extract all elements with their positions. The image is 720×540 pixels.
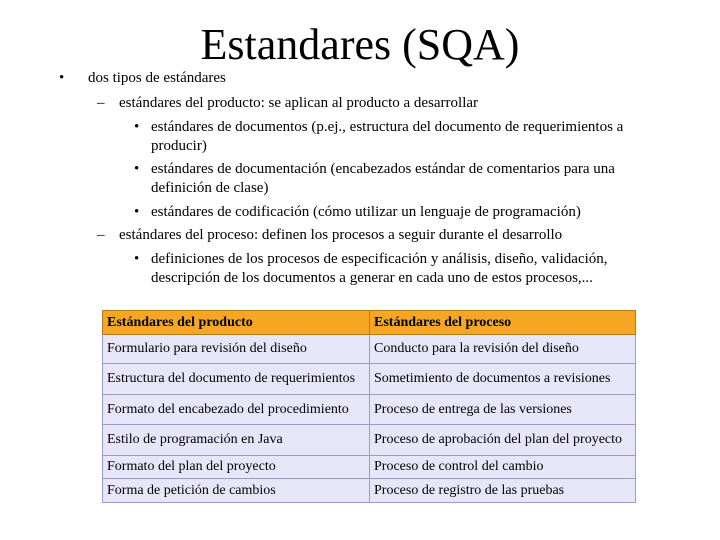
table-row — [103, 479, 636, 503]
item-marker: • — [134, 204, 140, 220]
table-row — [103, 395, 636, 425]
table-cell: Sometimiento de documentos a revisiones — [370, 364, 636, 395]
table-cell: Proceso de control del cambio — [370, 456, 636, 479]
sub-bullet-product-standards — [97, 94, 479, 113]
bullet-marker: • — [59, 70, 65, 86]
table-cell: Proceso de aprobación del plan del proyecto — [370, 425, 636, 456]
table-cell: Estilo de programación en Java — [103, 425, 370, 456]
bullet-text: dos tipos de estándares — [88, 70, 226, 86]
item-marker: • — [134, 161, 140, 177]
table-cell: Proceso de registro de las pruebas — [370, 479, 636, 503]
item-coding-standards — [134, 203, 671, 222]
table-cell: Proceso de entrega de las versiones — [370, 395, 636, 425]
sub-bullet-text: estándares del proceso: definen los procesos a seguir durante el desarrollo — [119, 227, 563, 243]
table-row — [103, 364, 636, 395]
item-process-definitions — [134, 250, 671, 288]
table-cell: Conducto para la revisión del diseño — [370, 335, 636, 364]
header-process-standards: Estándares del proceso — [370, 311, 636, 335]
header-product-standards: Estándares del producto — [103, 311, 370, 335]
table-cell: Estructura del documento de requerimientos — [103, 364, 370, 395]
item-text: estándares de documentos (p.ej., estructura del documento de requerimientos a producir) — [151, 119, 624, 154]
dash-marker: – — [97, 95, 105, 111]
table-cell: Formato del plan del proyecto — [103, 456, 370, 479]
item-text: estándares de codificación (cómo utilizar un lenguaje de programación) — [151, 204, 581, 220]
standards-table — [102, 310, 636, 503]
table-header-row — [103, 311, 636, 335]
item-documentation-standards — [134, 160, 671, 198]
dash-marker: – — [97, 227, 105, 243]
bullet-two-types — [59, 69, 226, 88]
item-text: definiciones de los procesos de especificación y análisis, diseño, validación, descripción de los documentos a generar en cada uno de estos procesos,... — [151, 251, 608, 286]
table-row — [103, 425, 636, 456]
table-cell: Forma de petición de cambios — [103, 479, 370, 503]
item-document-standards — [134, 118, 671, 156]
table-row — [103, 335, 636, 364]
table-cell: Formato del encabezado del procedimiento — [103, 395, 370, 425]
slide-title: Estandares (SQA) — [200, 20, 520, 69]
sub-bullet-text: estándares del producto: se aplican al producto a desarrollar — [119, 95, 479, 111]
item-marker: • — [134, 251, 140, 267]
item-marker: • — [134, 119, 140, 135]
table-row — [103, 456, 636, 479]
item-text: estándares de documentación (encabezados estándar de comentarios para una definición de clase) — [151, 161, 615, 196]
table-cell: Formulario para revisión del diseño — [103, 335, 370, 364]
sub-bullet-process-standards — [97, 226, 563, 245]
